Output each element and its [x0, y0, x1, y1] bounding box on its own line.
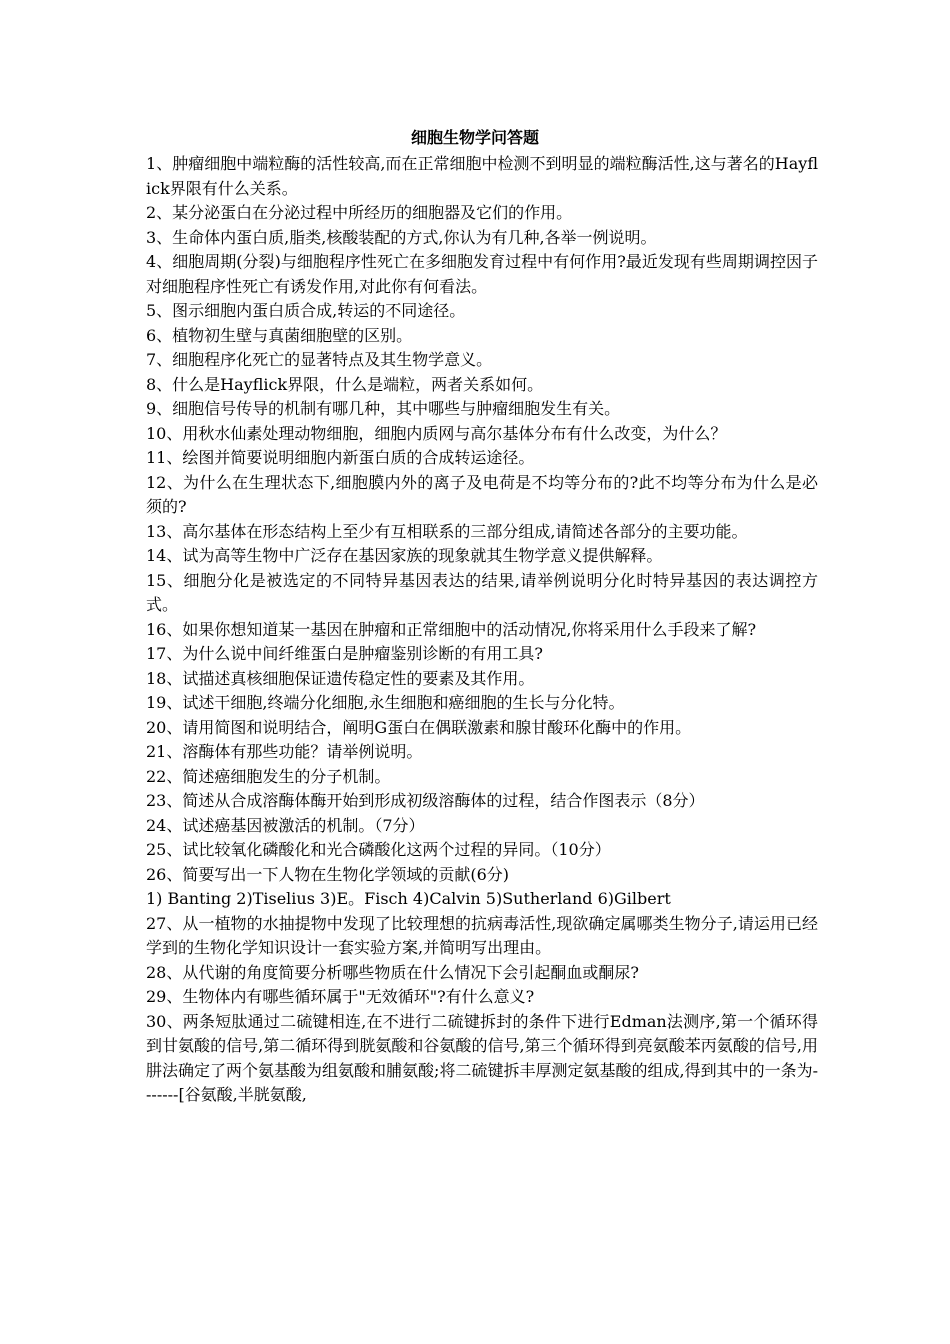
question-item: 8、什么是Hayflick界限，什么是端粒，两者关系如何。: [146, 374, 544, 394]
question-item: 27、从一植物的水抽提物中发现了比较理想的抗病毒活性,现欲确定属哪类生物分子,请运用已经学到的生物化学知识设计一套实验方案,并简明写出理由。: [146, 913, 818, 957]
question-item: 24、试述癌基因被激活的机制。（7分）: [146, 815, 425, 835]
question-item: 13、高尔基体在形态结构上至少有互相联系的三部分组成,请简述各部分的主要功能。: [146, 521, 748, 541]
question-item: 20、请用简图和说明结合，阐明G蛋白在偶联激素和腺甘酸环化酶中的作用。: [146, 717, 692, 737]
question-item: 19、试述干细胞,终端分化细胞,永生细胞和癌细胞的生长与分化特。: [146, 693, 625, 712]
question-item: 21、溶酶体有那些功能？请举例说明。: [146, 742, 423, 761]
question-item: 6、植物初生壁与真菌细胞壁的区别。: [146, 325, 413, 345]
question-item: 16、如果你想知道某一基因在肿瘤和正常细胞中的活动情况,你将采用什么手段来了解?: [146, 619, 757, 639]
question-list: [146, 152, 818, 1108]
question-item: 11、绘图并简要说明细胞内新蛋白质的合成转运途径。: [146, 448, 535, 467]
name-list: 1) Banting 2)Tiselius 3)E。Fisch 4)Calvin 5)Sutherland 6)Gilbert: [146, 889, 671, 908]
question-item: 10、用秋水仙素处理动物细胞，细胞内质网与高尔基体分布有什么改变，为什么？: [146, 423, 727, 443]
question-item: 12、为什么在生理状态下,细胞膜内外的离子及电荷是不均等分布的?此不均等分布为什么是必须的?: [146, 472, 818, 516]
question-item: 15、细胞分化是被选定的不同特异基因表达的结果,请举例说明分化时特异基因的表达调控方式。: [146, 570, 818, 614]
question-item: 7、细胞程序化死亡的显著特点及其生物学意义。: [146, 350, 493, 369]
question-item: 4、细胞周期(分裂)与细胞程序性死亡在多细胞发育过程中有何作用?最近发现有些周期调控因子对细胞程序性死亡有诱发作用,对此你有何看法。: [146, 252, 818, 296]
question-item: 23、简述从合成溶酶体酶开始到形成初级溶酶体的过程，结合作图表示（8分）: [146, 791, 705, 810]
question-item: 28、从代谢的角度简要分析哪些物质在什么情况下会引起酮血或酮尿?: [146, 962, 639, 982]
question-item: 2、某分泌蛋白在分泌过程中所经历的细胞器及它们的作用。: [146, 203, 573, 222]
question-item: 25、试比较氧化磷酸化和光合磷酸化这两个过程的异同。（10分）: [146, 840, 611, 859]
question-item: 29、生物体内有哪些循环属于"无效循环"?有什么意义?: [146, 987, 535, 1006]
question-item: 1、肿瘤细胞中端粒酶的活性较高,而在正常细胞中检测不到明显的端粒酶活性,这与著名的Hayflick界限有什么关系。: [146, 154, 818, 198]
question-item: 18、试描述真核细胞保证遗传稳定性的要素及其作用。: [146, 668, 535, 688]
question-item: 17、为什么说中间纤维蛋白是肿瘤鉴别诊断的有用工具?: [146, 644, 543, 663]
question-item: 22、简述癌细胞发生的分子机制。: [146, 766, 391, 786]
document-title: 细胞生物学问答题: [410, 128, 539, 147]
question-item: 26、简要写出一下人物在生物化学领域的贡献(6分): [146, 864, 510, 884]
question-item: 5、图示细胞内蛋白质合成,转运的不同途径。: [146, 301, 466, 320]
question-item: 30、两条短肽通过二硫键相连,在不进行二硫键拆封的条件下进行Edman法测序,第一个循环得到甘氨酸的信号,第二循环得到胱氨酸和谷氨酸的信号,第三个循环得到亮氨酸苯丙氨酸的信号,用肼法确定了两个氨基酸为组氨酸和脯氨酸;将二硫键拆丰厚测定氨基酸的组成,得到其中的一条为-------[谷氨酸,半胱氨酸,: [146, 1011, 818, 1104]
question-item: 3、生命体内蛋白质,脂类,核酸装配的方式,你认为有几种,各举一例说明。: [146, 227, 657, 247]
question-item: 9、细胞信号传导的机制有哪几种，其中哪些与肿瘤细胞发生有关。: [146, 399, 621, 418]
question-item: 14、试为高等生物中广泛存在基因家族的现象就其生物学意义提供解释。: [146, 546, 663, 565]
